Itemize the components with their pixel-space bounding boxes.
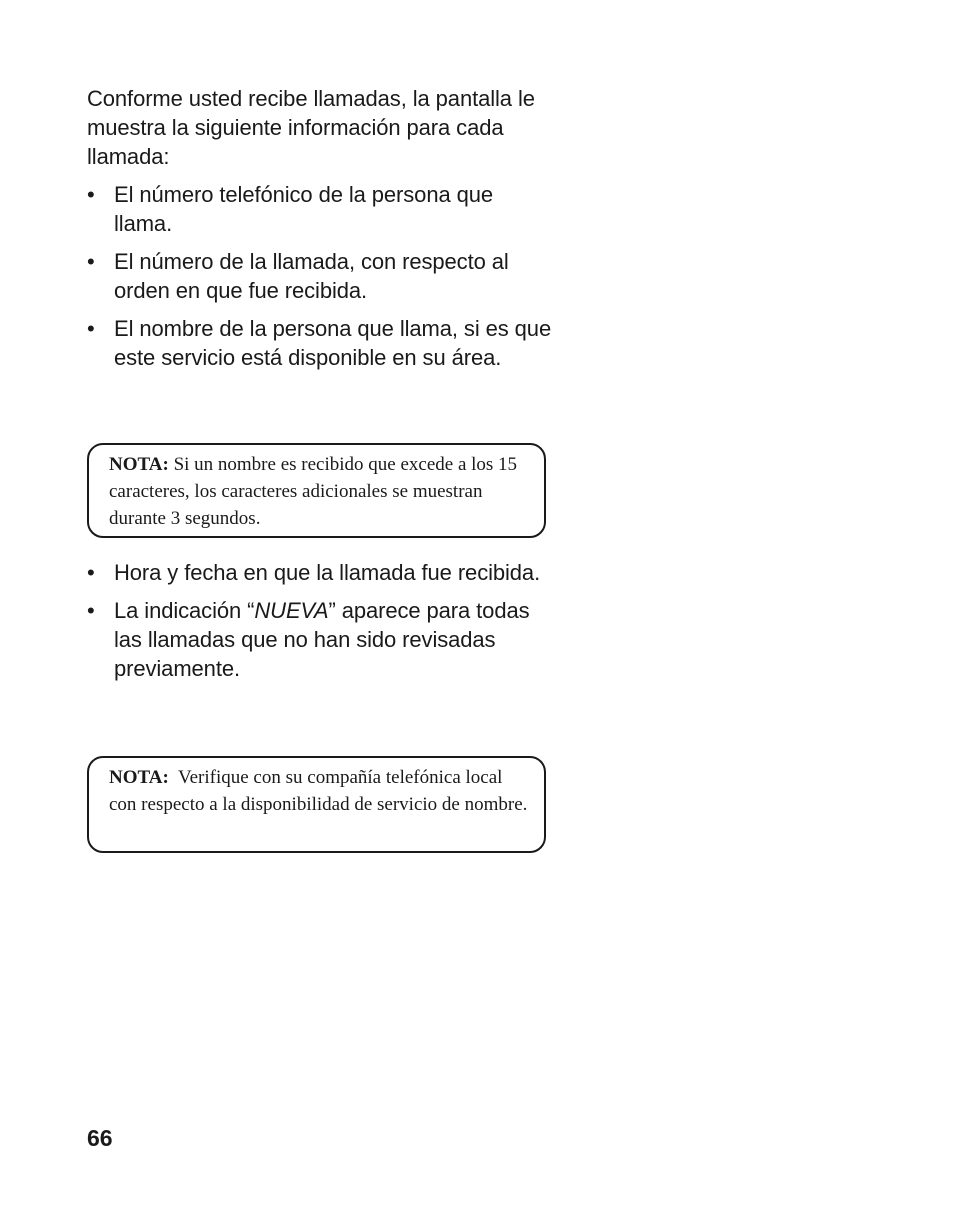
- bullet-icon: •: [87, 182, 95, 207]
- new-indicator-text: NUEVA: [254, 598, 329, 623]
- note-label: NOTA:: [109, 454, 169, 475]
- list-item-text-start: La indicación “: [114, 598, 255, 623]
- list-item: [87, 247, 557, 305]
- list-item: [87, 558, 557, 587]
- list-item: [87, 314, 557, 372]
- list-item-text-end: ” aparece para todas las llamadas que no han sido revisadas previamente.: [114, 598, 530, 681]
- note-box-name-service: [87, 756, 546, 853]
- page-number: 66: [87, 1125, 113, 1151]
- list-item: [87, 596, 557, 683]
- list-item-text: El número telefónico de la persona que llama.: [114, 182, 494, 236]
- note-text: Verifique con su compañía telefónica local con respecto a la disponibilidad de servicio de nombre.: [109, 767, 528, 815]
- list-item-text: El número de la llamada, con respecto al orden en que fue recibida.: [114, 249, 509, 303]
- bullet-icon: •: [87, 249, 95, 274]
- bullet-icon: •: [87, 598, 95, 623]
- bullet-icon: •: [87, 316, 95, 341]
- list-item-text: El nombre de la persona que llama, si es que este servicio está disponible en su área.: [114, 316, 552, 370]
- note-text: Si un nombre es recibido que excede a los 15 caracteres, los caracteres adicionales se muestran durante 3 segundos.: [109, 454, 518, 529]
- intro-paragraph: Conforme usted recibe llamadas, la pantalla le muestra la siguiente información para cada llamada:: [87, 86, 535, 169]
- note-box-name-length: [87, 443, 546, 538]
- caller-info-list: [87, 180, 557, 381]
- list-item-text: Hora y fecha en que la llamada fue recibida.: [114, 560, 541, 585]
- bullet-icon: •: [87, 560, 95, 585]
- note-label: NOTA:: [109, 767, 169, 788]
- list-item: [87, 180, 557, 238]
- caller-info-list-continued: [87, 558, 557, 692]
